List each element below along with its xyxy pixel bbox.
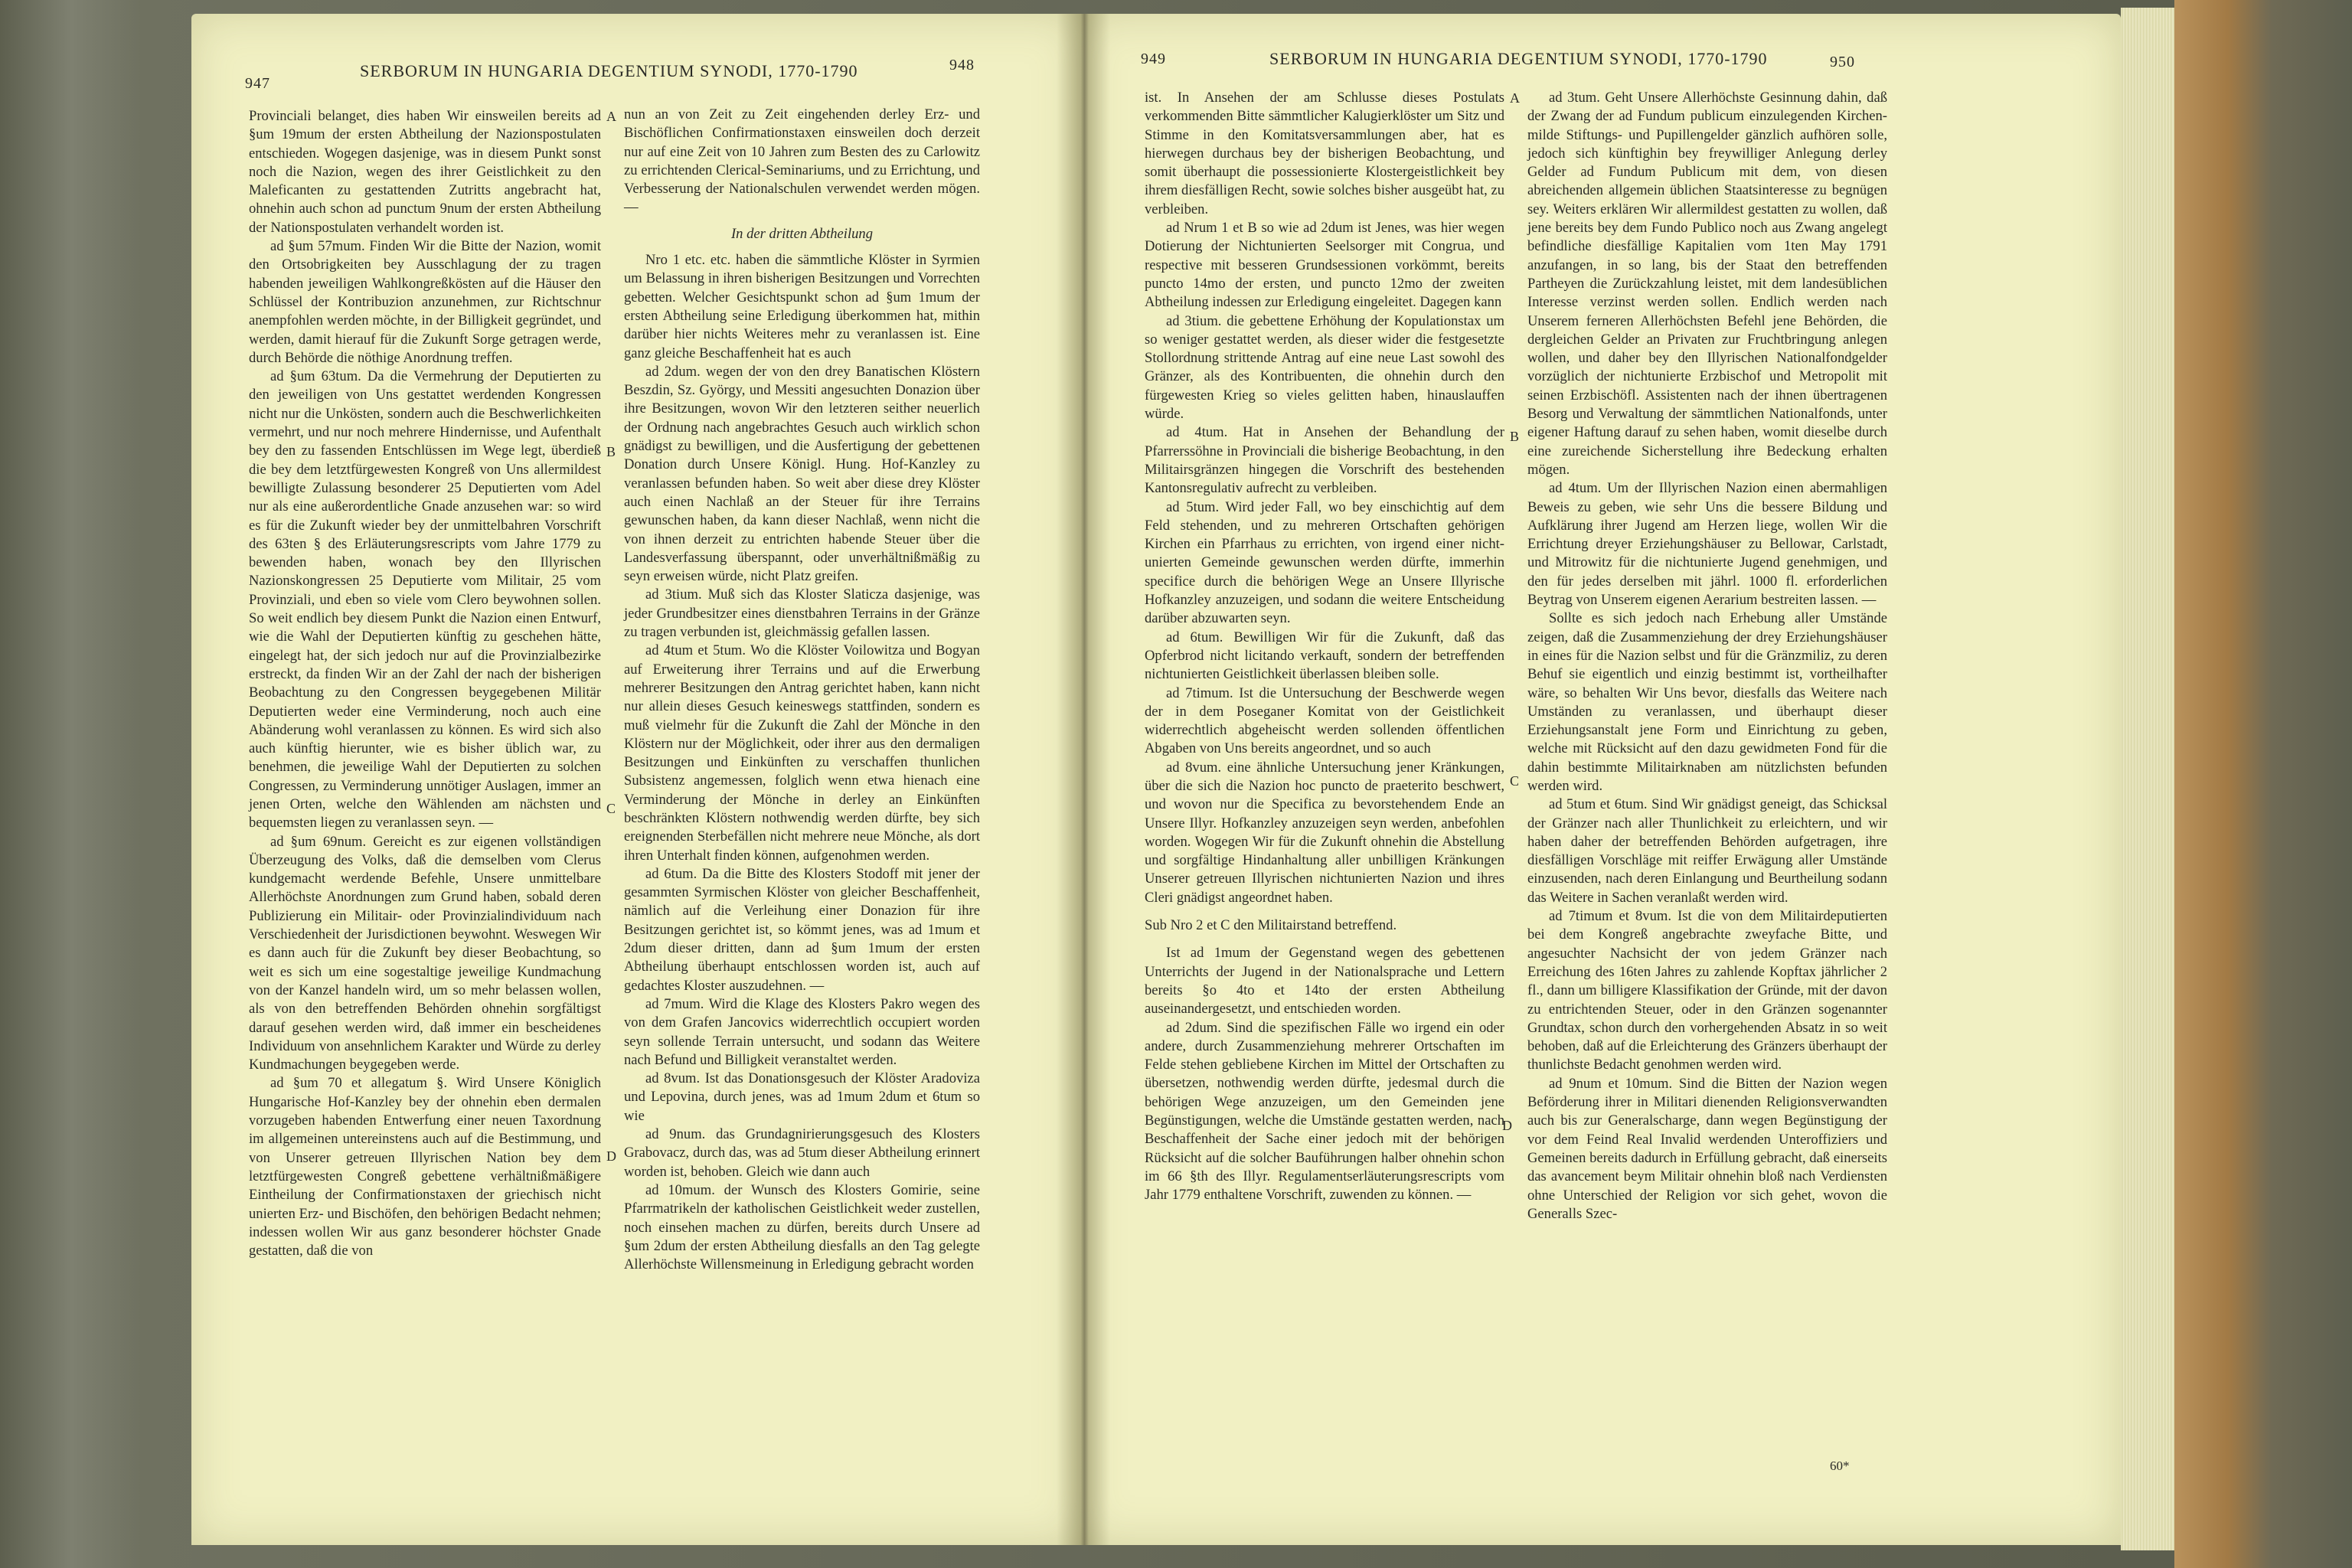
paragraph: ad 9num. das Grundagnirierungsgesuch des Klosters Grabovacz, durch das, was ad 5tum dieser Abtheilung erinnert worden ist, behoben. Gleich wie dann auch (624, 1126, 980, 1180)
paragraph: ad 8vum. eine ähnliche Untersuchung jener Kränkungen, über die sich die Nazion hoc puncto de praeterito beschwert, und wovon nur die Specifica zu bevorstehendem Ende an Unsere Illyr. Hofkanzley anzuzeigen seyn werden, anbefohlen worden. Wogegen Wir für die Zukunft ohnehin die Abstellung und sorgfältige Hindanhaltung aller unbilligen Kränkungen Unserer getreuen Illyrischen nichtunierten Nazion und ihres Cleri gnädigst angeordnet haben. (1145, 759, 1504, 906)
text-column-2 (624, 106, 980, 1274)
text-column-4 (1527, 89, 1887, 1223)
paragraph: ad 3tium. die gebettene Erhöhung der Kopulationstax um so weniger gestattet werden, als dieser wider die festgesetzte Stollordnung strittende Antrag auf eine neue Last sowohl des Gränzer, als des Kontribuenten, die ohnehin durch den fürgewesten Krieg so vieles gelitten haben, hinauslauffen würde. (1145, 312, 1504, 423)
margin-marker-b: B (1510, 429, 1520, 444)
paragraph: ad §um 63tum. Da die Vermehrung der Deputierten zu den jeweiligen von Uns gestattet werdenden Kongressen nicht nur die Unkösten, sondern auch die Beschwerlichkeiten vermehrt, und nur noch mehrere Hindernisse, und Aufenthalt bey den zu fassenden Entschlüssen im Wege legt, überdieß die bey dem letztfürgewesten Kongreß von Uns allermildest bewilligte Zulassung besonderer 25 Deputierten vom Adel nur als eine außerordentliche Gnade anzusehen war: so wird es für die Zukunft wieder bey der unmittelbahren Vorschrift des 63ten § des Erläuterungsrescripts vom Jahre 1779 zu bewenden haben, wonach bey den Illyrischen Nazionskongressen 25 Deputierte vom Militair, 25 vom Provinziali, und eben so viele vom Clero beywohnen sollen. So weit endlich bey diesem Punkt die Nazion einen Entwurf, wie die Wahl der Deputierten künftig zu geschehen hätte, eingelegt hat, der sich jedoch nur auf die Provinzialbezirke erstreckt, da finden Wir an der Zahl der nach der bisherigen Beobachtung zu den Congressen beygegebenen Militär Deputierten weder eine Verminderung, noch auch eine Abänderung wohl veranlassen zu können. Es wird sich also auch künftig hierunter, wie es bisher üblich war, zu benehmen, die jeweilige Wahl der Deputierten zu solchen Congressen, zu Verminderung unnötiger Auslagen, immer an jenen Orten, welche den Wählenden am nächsten und bequemsten liegen zu veranlassen seyn. — (249, 368, 601, 831)
margin-marker-b: B (606, 444, 616, 459)
signature-mark: 60* (1830, 1459, 1850, 1473)
margin-marker-d: D (606, 1148, 616, 1164)
paragraph: ad 7timum. Ist die Untersuchung der Beschwerde wegen der in dem Poseganer Komitat von der Geistlichkeit widerrechtlich abgeheischt werden sollenden öffentlichen Abgaben von Uns bereits angeordnet, und so auch (1145, 684, 1504, 757)
paragraph: ad 7timum et 8vum. Ist die von dem Militairdeputierten bei dem Kongreß angebrachte zweyfache Bitte, und angesuchter Nachsicht der von jedem Gränzer nach Erreichung des 16ten Jahres zu zahlende Kopftax jährlicher 2 fl., dann um billigere Klassifikation der Gründe, mit der davon zu entrichtenden Steuer, oder in den Gränzen sogenannter Grundtax, schon durch den vorhergehenden Absatz in so weit behoben, daß auf die Erleichterung des Gränzers überhaupt der thunlichste Bedacht genohmen werden wird. (1527, 908, 1887, 1073)
margin-marker-c: C (1510, 773, 1520, 789)
paragraph: Nro 1 etc. etc. haben die sämmtliche Klöster in Syrmien um Belassung in ihren bisherigen Besitzungen und Vorrechten gebetten. Welcher Gesichtspunkt schon ad §um 1mum der ersten Abtheilung seine Erledigung überkommen hat, mithin darüber hier nichts Weiteres mehr zu veranlassen ist. Eine ganz gleiche Beschaffenheit hat es auch (624, 252, 980, 361)
paragraph: ad 7mum. Wird die Klage des Klosters Pakro wegen des von dem Grafen Jancovics widerrechtlich occupiert worden seyn sollende Terrain untersucht, und sodann das Weitere nach Befund und Billigkeit veranstaltet werden. (624, 995, 980, 1068)
paragraph: ad §um 69num. Gereicht es zur eigenen vollständigen Überzeugung des Volks, daß die demselben vom Clerus kundgemacht werdende Befehle, Unsere unmittelbare Allerhöchste Anordnungen zum Grund haben, sobald deren Publizierung ein Militair- oder Provinzialindividuum nach Verschiedenheit der Jurisdictionen beywohnt. Weswegen Wir es dann auch für die Zukunft bey dieser Beobachtung, so weit es sich um eine sogestaltige jeweilige Kundmachung von der Kanzel handeln wird, um so mehr belassen wollen, als von den betreffenden Behörden ohnehin sorgfältigst darauf gesehen werden wird, daß immer ein bescheidenes Individuum von ansehnlichem Karakter und Würde zu derley Kundmachungen beygegeben werde. (249, 833, 601, 1073)
paragraph: ad 2dum. Sind die spezifischen Fälle wo irgend ein oder andere, durch Zusammenziehung mehrerer Ortschaften im Felde stehen gebliebene Kirchen im Mittel der Ortschaften zu übersetzen, nothwendig werden dürfte, jedesmal durch die behörigen Wege anzuzeigen, um den Gemeinden jene Begünstigungen, welche die Umstände gestatten werden, nach Beschaffenheit der Sache einer jedoch mit der behörigen Rücksicht auf die solcher Bauführungen halber ohnehin schon im 66 §th des Illyr. Regulamentserläuterungsrescripts vom Jahr 1779 enthaltene Vorschrift, zuwenden zu können. — (1145, 1019, 1504, 1204)
paragraph: ad Nrum 1 et B so wie ad 2dum ist Jenes, was hier wegen Dotierung der Nichtunierten Seelsorger mit Congrua, und respective mit besseren Grundsessionen vorkömmt, bereits puncto 14mo der ersten, und puncto 12mo der zweiten Abtheilung indessen zur Erledigung eingeleitet. Dagegen kann (1145, 220, 1504, 311)
text-column-1 (249, 107, 601, 1260)
margin-marker-a: A (1510, 90, 1520, 106)
book-gutter (1057, 14, 1110, 1545)
margin-marker-c: C (606, 801, 616, 816)
paragraph: ad 5tum. Wird jeder Fall, wo bey einschichtig auf dem Feld stehenden, und zu mehreren Ortschaften gehörigen Kirchen ein Pfarrhaus zu errichten, von irgend einer nicht-unierten Gemeinde gewunschen werden dürfte, immerhin specifice durch die behörigen Wege an Unsere Illyrische Hofkanzley anzuzeigen, und sodann die weitere Entscheidung darüber abzuwarten seyn. (1145, 498, 1504, 627)
paragraph: Ist ad 1mum der Gegenstand wegen des gebettenen Unterrichts der Jugend in der Nationalsprache und Lettern bereits §o 4to et 14to der ersten Abtheilung auseinandergesetzt, und entschieden worden. (1145, 945, 1504, 1018)
paragraph: ad 3tum. Geht Unsere Allerhöchste Gesinnung dahin, daß der Zwang der ad Fundum publicum einzulegenden Kirchen- milde Stiftungs- und Pupillengelder gänzlich aufhören solle, jedoch sich künftighin bey freywilliger Anlegung derley Gelder ad Fundum Publicum mit dem, von diesen abreichenden allgemein üblichen Staatsinteresse zu begnügen sey. Weiters erklären Wir allermildest gestatten zu wollen, daß jene bereits bey dem Fundo Publico noch aus Zwang angelegt befindliche diesfällige Kapitalien vom 1ten May 1791 anzufangen, in so lang, bis der Staat den betreffenden Partheyen die Zurückzahlung leistet, mit dem landesüblichen Interesse verzinst werden sollen. Endlich werden nach Unserem ferneren Allerhöchsten Befehl jene Behörden, die dergleichen Gelder an Privaten zur Fruchtbringung anlegen wollen, und daher bey den Illyrischen Nationalfondgelder vorzüglich der nichtunierte Erzbischof und Metropolit mit seinen Erzbischöfl. Assistenten nach der ihnen übertragenen Besorg und Verwaltung der sämmtlichen Nationalfonds, unter eigener Haftung darauf zu sehen haben, womit dieselbe durch eine zureichende Sicherstellung ihre Bedeckung erhalten mögen. (1527, 90, 1887, 478)
page-number: 949 (1141, 51, 1166, 67)
page-number: 947 (245, 75, 270, 92)
paragraph: ad 8vum. Ist das Donationsgesuch der Klöster Aradoviza und Lepovina, durch jenes, was ad 1mum 2dum et 6tum so wie (624, 1070, 980, 1124)
paragraph: Sollte es sich jedoch nach Erhebung aller Umstände zeigen, daß die Zusammenziehung der drey Erziehungshäuser in eines für die Nazion selbst und für die Gränzmiliz, zu deren Behuf sie eigentlich und einzig bestimmt ist, vortheilhafter wäre, so behalten Wir Uns bevor, diesfalls das Weitere nach Umständen zu veranlassen, und überhaupt dieser Erziehungsanstalt jene Form und Einrichtung zu geben, welche mit Rücksicht auf den dazu gewidmeten Fond für die dahin bestimmte Militairknaben am nützlichsten befunden werden wird. (1527, 610, 1887, 794)
page-edges (2121, 8, 2174, 1550)
right-running-header (1141, 49, 1876, 92)
paragraph: ad 10mum. der Wunsch des Klosters Gomirie, seine Pfarrmatrikeln der katholischen Geistlichkeit weder zustellen, noch einsehen machen zu dürfen, bereits durch Unsere ad §um 2dum der ersten Abtheilung diesfalls an den Tag gelegte Allerhöchste Willensmeinung in Erledigung gebracht worden (624, 1181, 980, 1273)
page-number: 948 (949, 57, 975, 74)
book-cover (2174, 0, 2352, 1568)
paragraph: ad 2dum. wegen der von den drey Banatischen Klöstern Beszdin, Sz. György, und Messiti angesuchten Donazion über ihre Besitzungen, wovon Wir den letzteren seither neuerlich der Ordnung nach angebrachtes Gesuch auch wirklich schon gnädigst zu bewilligen, und die Ausfertigung der gebettenen Donation durch Unsere Königl. Hung. Hof-Kanzley zu veranlassen befunden haben. So weit aber diese drey Klöster auch einen Nachlaß an der Steuer für ihre Terrains gewunschen haben, da kann dieser Nachlaß, wenn nicht die von ihnen derzeit zu entrichten habende Steuer über die Landesverfassung überspannt, oder unverhältnißmäßig zu seyn erweisen würde, nicht Platz greifen. (624, 363, 980, 585)
running-title: SERBORUM IN HUNGARIA DEGENTIUM SYNODI, 1770-1790 (1269, 49, 1768, 68)
paragraph: ad 5tum et 6tum. Sind Wir gnädigst geneigt, das Schicksal der Gränzer nach aller Thunlichkeit zu erleichtern, und wir haben daher der betreffenden Behörden aufgetragen, ihre diesfälligen Vorschläge mit reiffer Erwägung aller Umstände einzusenden, nach deren Einlangung und Beurtheilung sodann das Weitere in Sachen veranlaßt werden wird. (1527, 796, 1887, 906)
paragraph: ad 4tum. Hat in Ansehen der Behandlung der Pfarrerssöhne in Provinciali die bisherige Beobachtung, in den Militairsgränzen hingegen die Vorschrift des bestehenden Kantonsregulativ aufrecht zu verbleiben. (1145, 424, 1504, 497)
margin-marker-a: A (606, 109, 616, 124)
paragraph: ad §um 70 et allegatum §. Wird Unsere Königlich Hungarische Hof-Kanzley bey der ohnehin eben dermalen vorzugeben habenden Entwerfung einer neuen Taxordnung im allgemeinen untereinstens auch auf die Bestimmung, und von Unserer getreuen Illyrischen Nation bey dem letztfürgewesten Congreß gebettene verhältnißmäßigere Eintheilung der Confirmationstaxen der griechisch nicht unierten Erz- und Bischöfen, den behörigen Bedacht nehmen; indessen wollen Wir aus ganz besonderer höchster Gnade gestatten, daß die von (249, 1075, 601, 1259)
left-running-header (245, 57, 1011, 92)
paragraph: ad 4tum. Um der Illyrischen Nazion einen abermahligen Beweis zu geben, wie sehr Uns die bessere Bildung und Aufklärung ihrer Jugend am Herzen liege, wollen Wir die Errichtung dreyer Erziehungshäuser zu Bellowar, Carlstadt, und Mitrowitz für die nichtunierte Jugend genehmigen, und den für jedes derselben mit jährl. 1000 fl. erforderlichen Beytrag von Unserem eigenen Aerarium bestreiten lassen. — (1527, 480, 1887, 609)
paragraph: Provinciali belanget, dies haben Wir einsweilen bereits ad §um 19mum der ersten Abtheilung der Nazionspostulaten entschieden. Wogegen dasjenige, was in diesem Punkt sonst noch die Nazion, wegen des ihrer Geistlichkeit zu den Maleficanten zu gestattenden Zutritts angebracht hat, ohnehin auch schon ad punctum 9num der ersten Abtheilung der Nationspostulaten verhandelt worden ist. (249, 108, 601, 236)
paragraph: ad 3tium. Muß sich das Kloster Slaticza dasjenige, was jeder Grundbesitzer eines dienstbahren Terrains in der Gränze zu tragen verbunden ist, gleichmässig gefallen lassen. (624, 586, 980, 641)
paragraph: ad 6tum. Bewilligen Wir für die Zukunft, daß das Opferbrod nicht licitando verkauft, sondern der betreffenden nichtunierten Geistlichkeit überlassen bleiben solle. (1145, 629, 1504, 683)
section-heading: In der dritten Abtheilung (730, 225, 874, 242)
paragraph: ad 4tum et 5tum. Wo die Klöster Voilowitza und Bogyan auf Erweiterung ihrer Terrains und auf die Erwerbung mehrerer Besitzungen den Antrag gerichtet haben, kann nicht nur allein dieses Gesuch keineswegs stattfinden, sondern es muß vielmehr für die Zukunft die Zahl der Mönche in den Klöstern nur der Möglichkeit, oder ihrer aus den dermaligen Besitzungen und Einkünften zu verschaffen thunlichen Subsistenz angemessen, folglich wenn etwa hienach eine Verminderung der Mönche in derley an Einkünften beschränkten Klöstern nothwendig werden dürfte, bey sich ereignenden Sterbefällen nicht mehrere neue Mönche, als dort ihren Unterhalt finden können, aufgenohmen werden. (624, 642, 980, 864)
paragraph: ist. In Ansehen der am Schlusse dieses Postulats verkommenden Bitte sämmtlicher Kalugierklöster um Sitz und Stimme in den Komitatsversammlungen aber, hat es hierwegen durchaus bey der bisherigen Beobachtung, und somit überhaupt die possessionierte Klostergeistlichkeit bey ihrem diesfälligen Recht, sowie solches bisher ausgeübt hat, zu verbleiben. (1145, 90, 1504, 217)
paragraph: nun an von Zeit zu Zeit eingehenden derley Erz- und Bischöflichen Confirmationstaxen einsweilen doch derzeit nur auf eine Zeit von 10 Jahren zum Besten des zu Carlowitz zu errichtenden Clerical-Seminariums, und zu Errichtung, und Verbesserung der Nationalschulen verwendet werden mögen. — (624, 106, 980, 216)
text-column-3 (1145, 89, 1504, 1205)
running-title: SERBORUM IN HUNGARIA DEGENTIUM SYNODI, 1770-1790 (360, 61, 858, 80)
margin-marker-d: D (1502, 1118, 1512, 1133)
paragraph: ad 9num et 10mum. Sind die Bitten der Nazion wegen Beförderung ihrer in Militari dienenden Religionsverwandten auch bis zur Generalscharge, dann wegen Begünstigung der vor dem Feind Real Invalid werdenden Unteroffiziers und Gemeinen bereits dadurch in Erfüllung gebracht, daß einerseits das avancement beym Militair ohnehin bloß nach Verdiensten ohne Unterschied der Religion vor sich gehet, wovon die Generalls Szec- (1527, 1075, 1887, 1222)
paragraph: ad 6tum. Da die Bitte des Klosters Stodoff mit jener der gesammten Syrmischen Klöster von gleicher Beschaffenheit, nämlich auf die Verleihung einer Donazion für ihre Besitzungen gerichtet ist, so kömmt jenes, was ad 1mum et 2dum dieser dritten, dann ad §um 1mum der ersten Abtheilung überhaupt entschlossen worden ist, auch auf gedachtes Kloster auszudehnen. — (624, 865, 980, 994)
paragraph: ad §um 57mum. Finden Wir die Bitte der Nazion, womit den Ortsobrigkeiten bey Ausschlagung der zu tragen habenden jeweiligen Wahlkongreßkösten auf die Häuser den Schlüssel der Kontribuzion anzunehmen, zur Richtschnur anempfohlen werden möchte, in der Billigkeit gegründet, und werden, damit hierauf für die Zukunft Sorge getragen werde, durch Behörde die nöthige Anordnung treffen. (249, 238, 601, 366)
section-heading: Sub Nro 2 et C den Militairstand betreffend. (1145, 917, 1397, 934)
page-number: 950 (1830, 54, 1855, 70)
